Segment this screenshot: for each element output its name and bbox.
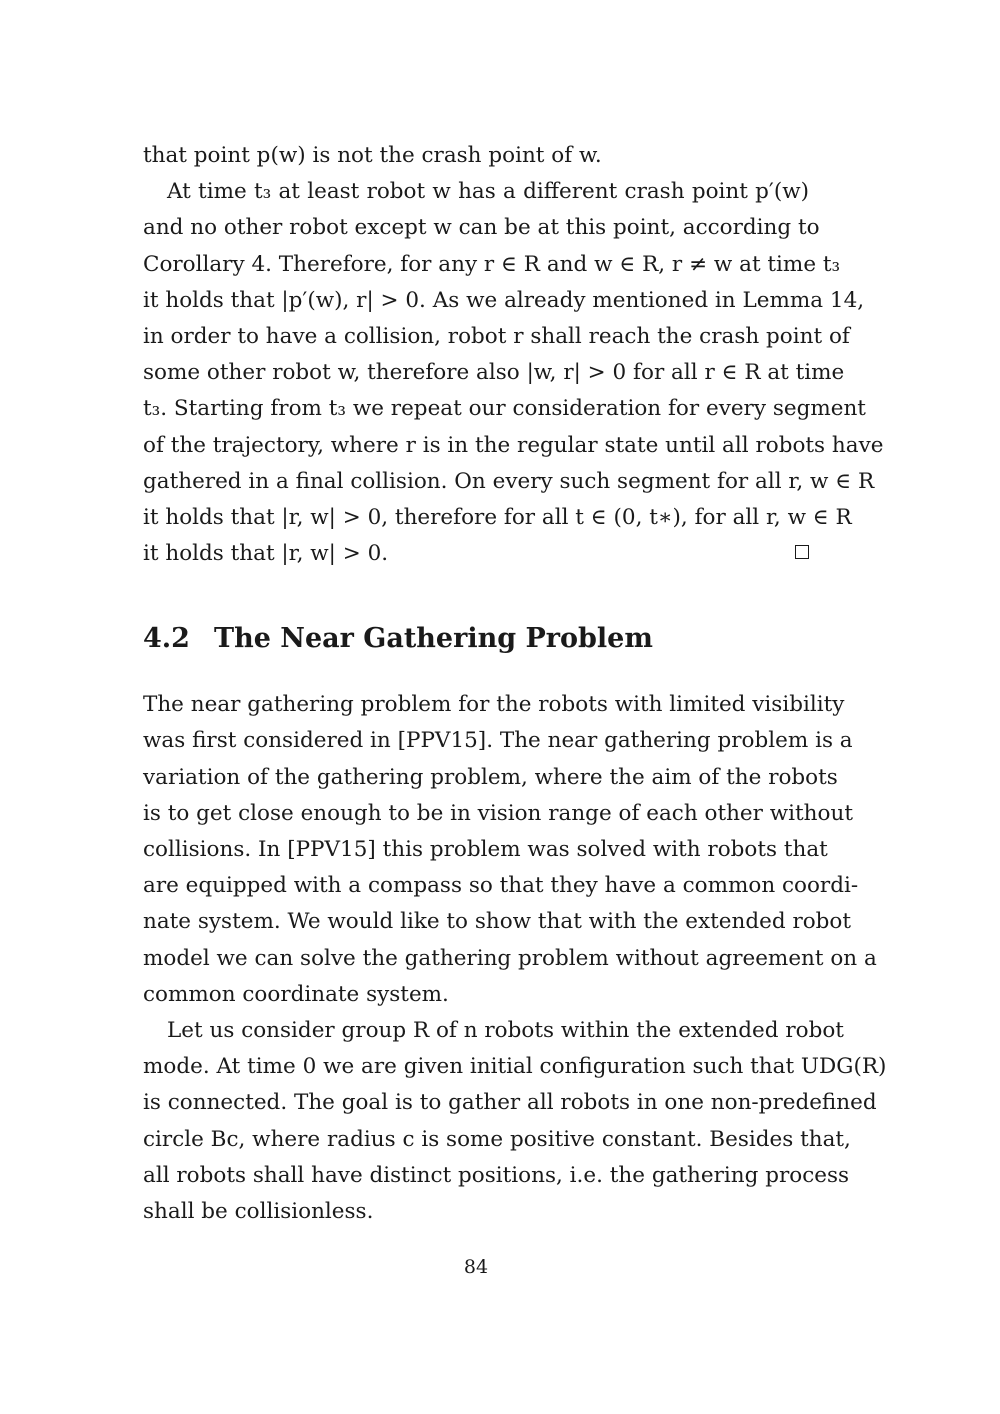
page-body: [143, 138, 887, 1230]
text-line: collisions. In [PPV15] this problem was solved with robots that: [143, 837, 828, 862]
text-line: some other robot w, therefore also |w, r| > 0 for all r ∈ R at time: [143, 360, 845, 386]
text-line: gathered in a final collision. On every such segment for all r, w ∈ R: [143, 468, 875, 494]
text-line: is connected. The goal is to gather all robots in one non-predefined: [143, 1090, 877, 1116]
paragraph-4: [143, 1013, 887, 1230]
text-line: it holds that |p′(w), r| > 0. As we already mentioned in Lemma 14,: [143, 287, 865, 313]
page-number: 84: [463, 1256, 489, 1278]
text-line: common coordinate system.: [143, 981, 449, 1007]
text-line: that point p(w) is not the crash point of w.: [143, 143, 602, 168]
text-line: The near gathering problem for the robots with limited visibility: [143, 692, 845, 718]
proof-end-line: [143, 536, 809, 572]
text-line: t₃. Starting from t₃ we repeat our consideration for every segment: [143, 396, 866, 422]
text-line: in order to have a collision, robot r shall reach the crash point of: [143, 323, 850, 349]
text-line: it holds that |r, w| > 0.: [143, 541, 389, 567]
text-line: variation of the gathering problem, where the aim of the robots: [143, 764, 838, 790]
section-number: 4.2: [143, 623, 190, 655]
paragraph-3: [143, 687, 877, 1013]
text-line: and no other robot except w can be at this point, according to: [143, 215, 820, 241]
qed-square-icon: [795, 545, 809, 559]
text-line: Let us consider group R of n robots within the extended robot: [167, 1017, 844, 1043]
paragraph-1: [143, 138, 809, 174]
text-line: Corollary 4. Therefore, for any r ∈ R and w ∈ R, r ≠ w at time t₃: [143, 251, 841, 277]
paragraph-2: [143, 174, 884, 572]
text-line: shall be collisionless.: [143, 1198, 374, 1224]
text-line: At time t₃ at least robot w has a different crash point p′(w): [167, 179, 809, 205]
text-line: are equipped with a compass so that they have a common coordi-: [143, 873, 859, 899]
section-heading: [143, 621, 809, 657]
text-line: of the trajectory, where r is in the regular state until all robots have: [143, 432, 884, 458]
section-title: The Near Gathering Problem: [214, 623, 653, 655]
text-line: it holds that |r, w| > 0, therefore for all t ∈ (0, t∗), for all r, w ∈ R: [143, 504, 852, 530]
text-line: all robots shall have distinct positions, i.e. the gathering process: [143, 1162, 850, 1188]
text-line: was first considered in [PPV15]. The near gathering problem is a: [143, 728, 853, 754]
text-line: circle Bc, where radius c is some positive constant. Besides that,: [143, 1126, 851, 1152]
text-line: mode. At time 0 we are given initial configuration such that UDG(R): [143, 1054, 887, 1080]
text-line: model we can solve the gathering problem without agreement on a: [143, 945, 877, 971]
text-line: nate system. We would like to show that with the extended robot: [143, 909, 852, 935]
text-line: is to get close enough to be in vision range of each other without: [143, 800, 853, 826]
